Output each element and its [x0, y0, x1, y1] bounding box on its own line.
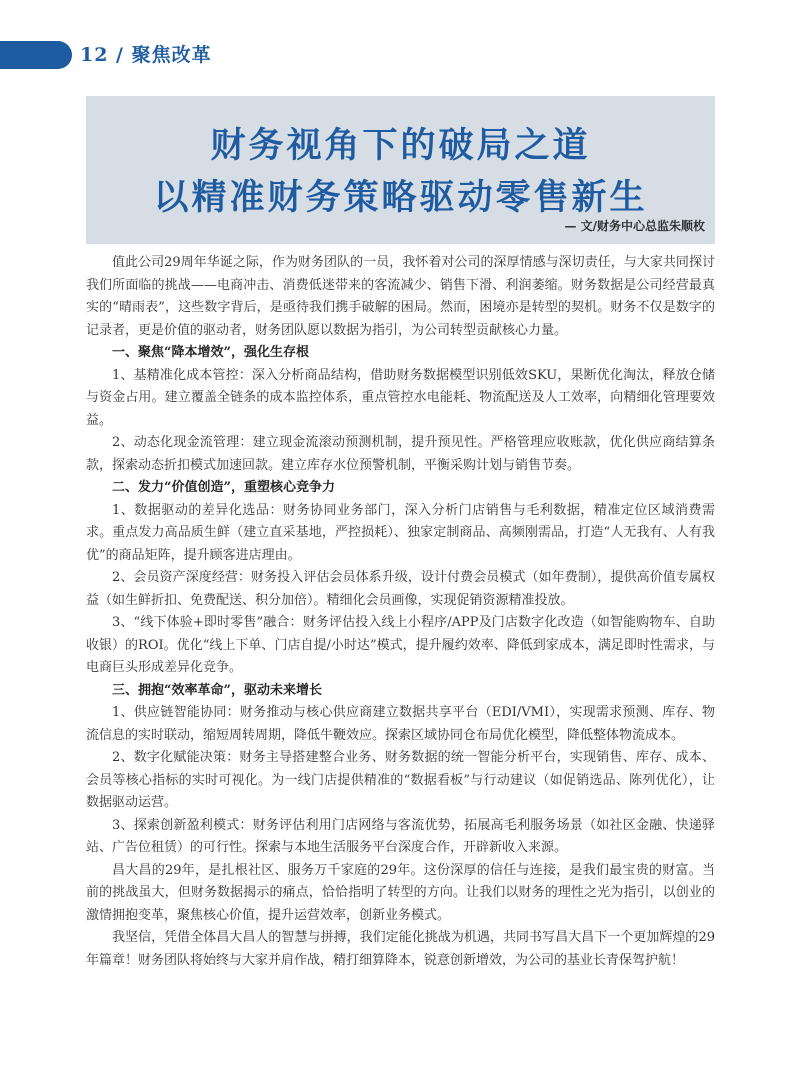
article-byline: — 文/财务中心总监朱顺枚 — [564, 219, 705, 233]
section-2-paragraph-3: 3、“线下体验+即时零售”融合：财务评估投入线上小程序/APP及门店数字化改造（如智能购物车、自助收银）的ROI。优化“线上下单、门店自提/小时达”模式，提升履约效率、降低到家成本，满足即时性需求，与电商巨头形成差异化竞争。 — [86, 615, 715, 675]
section-1-paragraph-2: 2、动态化现金流管理：建立现金流滚动预测机制，提升预见性。严格管理应收账款，优化供应商结算条款，探索动态折扣模式加速回款。建立库存水位预警机制，平衡采购计划与销售节奏。 — [86, 435, 715, 473]
article-body — [86, 252, 715, 972]
header-accent-bar — [0, 41, 72, 69]
section-3-paragraph-1: 1、供应链智能协同：财务推动与核心供应商建立数据共享平台（EDI/VMI），实现需求预测、库存、物流信息的实时联动，缩短周转周期，降低牛鞭效应。探索区域协同仓布局优化模型，降低整体物流成本。 — [86, 705, 715, 743]
article-title-line-1: 财务视角下的破局之道 — [210, 125, 591, 166]
section-3-heading: 三、拥抱“效率革命”，驱动未来增长 — [112, 682, 322, 698]
section-2-heading: 二、发力“价值创造”，重塑核心竞争力 — [112, 480, 335, 495]
section-2-paragraph-1: 1、数据驱动的差异化选品：财务协同业务部门，深入分析门店销售与毛利数据，精准定位区域消费需求。重点发力高品质生鲜（建立直采基地，严控损耗）、独家定制商品、高频刚需品，打造“人无我有、人有我优”的商品矩阵，提升顾客进店理由。 — [86, 502, 715, 563]
page-section-label: 12 / 聚焦改革 — [80, 44, 212, 66]
section-3-paragraph-3: 3、探索创新盈利模式：财务评估利用门店网络与客流优势，拓展高毛利服务场景（如社区金融、快递驿站、广告位租赁）的可行性。探索与本地生活服务平台深度合作，开辟新收入来源。 — [86, 817, 715, 855]
intro-paragraph: 值此公司29周年华诞之际，作为财务团队的一员，我怀着对公司的深厚情感与深切责任，与大家共同探讨我们所面临的挑战——电商冲击、消费低迷带来的客流减少、销售下滑、利润萎缩。财务数据是公司经营最真实的“晴雨表”，这些数字背后，是亟待我们携手破解的困局。然而，困境亦是转型的契机。财务不仅是数字的记录者，更是价值的驱动者，财务团队愿以数据为指引，为公司转型贡献核心力量。 — [86, 255, 715, 338]
section-1-paragraph-1: 1、基精准化成本管控：深入分析商品结构，借助财务数据模型识别低效SKU，果断优化淘汰，释放仓储与资金占用。建立覆盖全链条的成本监控体系，重点管控水电能耗、物流配送及人工效率，向精细化管理要效益。 — [86, 367, 715, 428]
article-title-line-2: 以精准财务策略驱动零售新生 — [153, 177, 648, 218]
section-3-paragraph-2: 2、数字化赋能决策：财务主导搭建整合业务、财务数据的统一智能分析平台，实现销售、库存、成本、会员等核心指标的实时可视化。为一线门店提供精准的“数据看板”与行动建议（如促销选品、陈列优化），让数据驱动运营。 — [86, 750, 715, 810]
closing-paragraph-2: 我坚信，凭借全体昌大昌人的智慧与拼搏，我们定能化挑战为机遇，共同书写昌大昌下一个更加辉煌的29年篇章！财务团队将始终与大家并肩作战，精打细算降本，锐意创新增效，为公司的基业长青保驾护航！ — [86, 930, 715, 968]
section-2-paragraph-2: 2、会员资产深度经营：财务投入评估会员体系升级，设计付费会员模式（如年费制），提供高价值专属权益（如生鲜折扣、免费配送、积分加倍）。精细化会员画像，实现促销资源精准投放。 — [86, 570, 715, 608]
title-banner — [86, 96, 715, 244]
closing-paragraph-1: 昌大昌的29年，是扎根社区、服务万千家庭的29年。这份深厚的信任与连接，是我们最宝贵的财富。当前的挑战虽大，但财务数据揭示的痛点，恰恰指明了转型的方向。让我们以财务的理性之光为指引，以创业的激情拥抱变革，聚焦核心价值，提升运营效率，创新业务模式。 — [86, 862, 715, 923]
section-1-heading: 一、聚焦“降本增效”，强化生存根 — [112, 345, 309, 360]
